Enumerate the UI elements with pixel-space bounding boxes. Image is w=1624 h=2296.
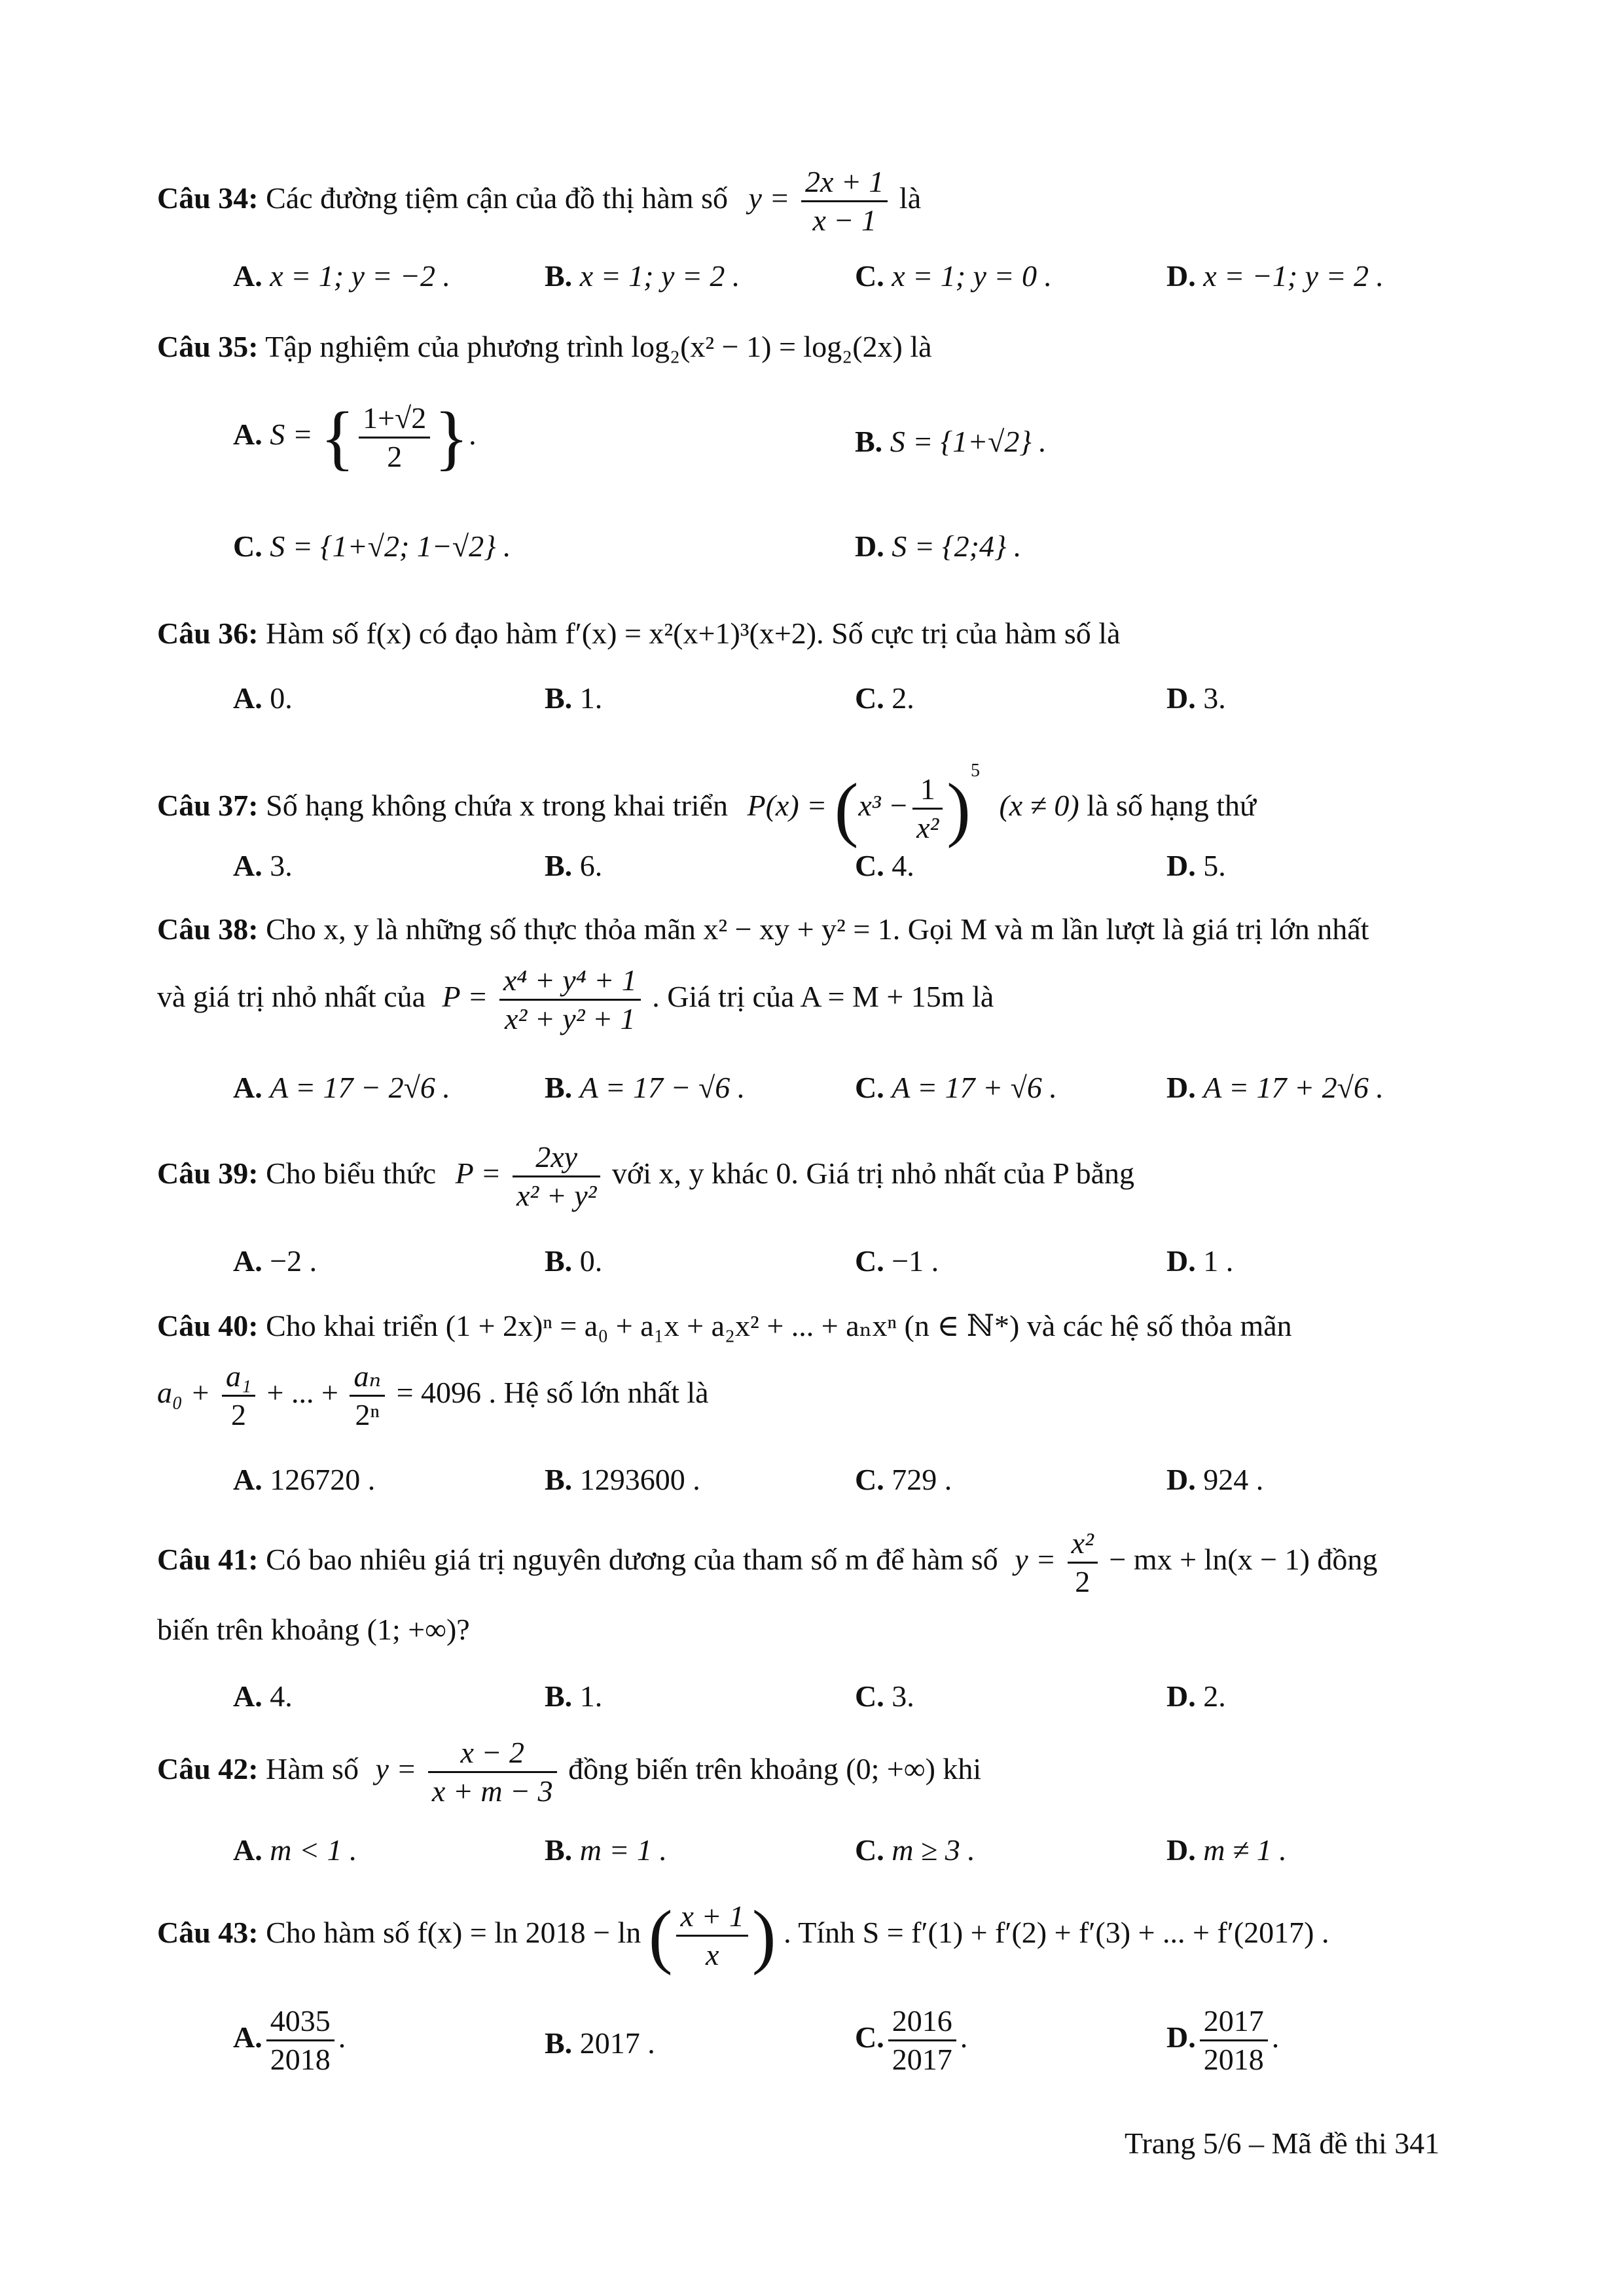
option-b: B. x = 1; y = 2 . [545, 259, 740, 293]
option-d: D. S = {2;4} . [855, 529, 1022, 563]
option-d: D. $\frac{2017}{2018}$ . [1166, 2004, 1280, 2076]
option-b: B. 1293600 . [545, 1463, 700, 1496]
option-b: B. m = 1 . [545, 1833, 667, 1867]
question-text: Cho biểu thức [266, 1157, 437, 1191]
question-text: Các đường tiệm cận của đồ thị hàm số [266, 181, 728, 215]
question-text: Có bao nhiêu giá trị nguyên dương của tham số m để hàm số [266, 1543, 998, 1577]
option-b: B. 1. [545, 1679, 603, 1713]
option-a: A. 4. [233, 1679, 293, 1713]
option-a: A. 0. [233, 681, 293, 715]
question-37: Câu 37: Số hạng không chứa x trong khai triển P(x) = (x³ − $\frac{1}{\text{x²}}$ )$^5$ (x ≠ 0) là số hạng thứ [157, 761, 1256, 849]
question-text: Hàm số f(x) có đạo hàm f′(x) = x²(x+1)³(x+2). Số cực trị của hàm số là [266, 617, 1121, 650]
option-a: A. −2 . [233, 1244, 317, 1278]
question-label: Câu 38: [157, 912, 259, 946]
option-c: C. m ≥ 3 . [855, 1833, 975, 1867]
option-a: A. $\frac{4035}{2018}$ . [233, 2004, 346, 2076]
option-c: C. S = {1+√2; 1−√2} . [233, 529, 511, 563]
option-d: D. 1 . [1166, 1244, 1234, 1278]
question-38 [157, 910, 1473, 949]
question-tail: là [899, 181, 922, 215]
option-d: D. 3. [1166, 681, 1226, 715]
option-b: B. S = {1+√2} . [855, 425, 1047, 458]
option-a: A. 126720 . [233, 1463, 376, 1496]
option-b: B. 0. [545, 1244, 603, 1278]
option-d: D. m ≠ 1 . [1166, 1833, 1287, 1867]
question-label: Câu 39: [157, 1157, 259, 1191]
question-label: Câu 37: [157, 789, 259, 822]
question-text: Số hạng không chứa x trong khai triển [266, 789, 728, 822]
question-text: Cho khai triển (1 + 2x)ⁿ = a₀ + a₁x + a₂x² + ... + aₙxⁿ (n ∈ ℕ*) và các hệ số thỏa mãn [266, 1309, 1292, 1342]
option-c: C. A = 17 + √6 . [855, 1071, 1057, 1104]
question-label: Câu 35: [157, 330, 259, 363]
option-b: B. 1. [545, 681, 603, 715]
question-39: Câu 39: Cho biểu thức P = $\frac{2xy}{\text{x² + y²}}$ với x, y khác 0. Giá trị nhỏ nhất của P bằng [157, 1140, 1134, 1212]
option-d: D. x = −1; y = 2 . [1166, 259, 1384, 293]
question-text: Hàm số [266, 1752, 359, 1786]
option-a: A. S = { $\frac{1+√2}{2}$ }. [233, 397, 477, 477]
option-c: C. 2. [855, 681, 914, 715]
formula-lhs: y = [748, 181, 790, 215]
question-text: Tập nghiệm của phương trình log₂(x² − 1) = log₂(2x) là [265, 330, 932, 363]
question-40 [157, 1306, 1473, 1346]
option-b: B. 2017 . [545, 2026, 655, 2060]
option-d: D. 5. [1166, 849, 1226, 882]
question-text: Cho hàm số f(x) = ln 2018 − ln [266, 1916, 641, 1950]
question-label: Câu 43: [157, 1916, 259, 1950]
option-c: C. 3. [855, 1679, 914, 1713]
option-d: D. 924 . [1166, 1463, 1264, 1496]
question-42: Câu 42: Hàm số y = $\frac{x - 2}{x + m - 3}$ đồng biến trên khoảng (0; +∞) khi [157, 1736, 982, 1808]
option-c: C. −1 . [855, 1244, 939, 1278]
option-a: A. x = 1; y = −2 . [233, 259, 451, 293]
question-label: Câu 34: [157, 181, 259, 215]
question-38-line2: và giá trị nhỏ nhất của P = $\frac{\text{x⁴ + y⁴ + 1}}{\text{x² + y² + 1}}$ . Giá trị của A = M + 15m là [157, 963, 994, 1035]
question-label: Câu 41: [157, 1543, 259, 1577]
question-label: Câu 42: [157, 1752, 259, 1786]
option-a: A. m < 1 . [233, 1833, 357, 1867]
option-c: C. x = 1; y = 0 . [855, 259, 1052, 293]
option-c: C. $\frac{2016}{2017}$ . [855, 2004, 968, 2076]
formula-fraction [801, 164, 888, 239]
question-41-line2: biến trên khoảng (1; +∞)? [157, 1613, 470, 1646]
option-a: A. A = 17 − 2√6 . [233, 1071, 450, 1104]
option-b: B. A = 17 − √6 . [545, 1071, 746, 1104]
option-d: D. A = 17 + 2√6 . [1166, 1071, 1384, 1104]
question-label: Câu 36: [157, 617, 259, 650]
option-b: B. 6. [545, 849, 603, 882]
option-c: C. 729 . [855, 1463, 952, 1496]
question-43: Câu 43: Cho hàm số f(x) = ln 2018 − ln ( $\frac{x + 1}{x}$ ) . Tính S = f′(1) + f′(2) + f′(3) + ... + f′(2017) . [157, 1895, 1329, 1976]
question-35 [157, 327, 1473, 367]
question-34 [157, 164, 1473, 239]
fraction-numerator: 2x + 1 [801, 164, 888, 202]
option-a: A. 3. [233, 849, 293, 882]
fraction-denominator: x − 1 [812, 204, 876, 237]
page-footer: Trang 5/6 – Mã đề thi 341 [1125, 2126, 1440, 2160]
option-c: C. 4. [855, 849, 914, 882]
question-41: Câu 41: Có bao nhiêu giá trị nguyên dương của tham số m để hàm số y = $\frac{\text{x²}}{2}$ − mx + ln(x − 1) đồng [157, 1526, 1378, 1598]
question-36 [157, 614, 1473, 653]
question-label: Câu 40: [157, 1309, 259, 1342]
question-text: Cho x, y là những số thực thỏa mãn x² − xy + y² = 1. Gọi M và m lần lượt là giá trị lớn nhất [266, 912, 1369, 946]
question-40-line2: a₀ + $\frac{\text{a₁}}{2}$ + ... + $\frac{\text{aₙ}}{\text{2ⁿ}}$ = 4096 . Hệ số lớn nhất là [157, 1359, 709, 1431]
option-d: D. 2. [1166, 1679, 1226, 1713]
